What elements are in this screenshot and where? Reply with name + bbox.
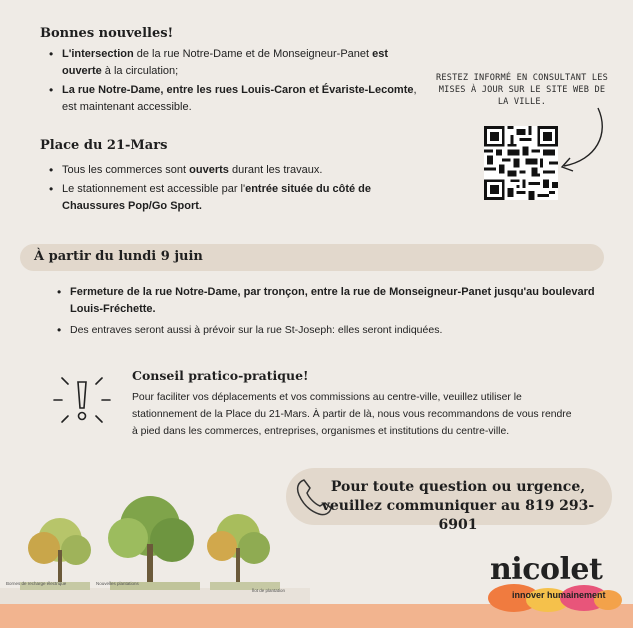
exclamation-icon — [50, 372, 114, 436]
contact-text: Pour toute question ou urgence, veuillez communiquer au 819 293-6901 — [321, 479, 595, 533]
banner-title: À partir du lundi 9 juin — [34, 249, 203, 264]
place-title: Place du 21-Mars — [40, 138, 168, 153]
good-news-list — [40, 46, 420, 116]
logo-name: nicolet — [490, 552, 603, 587]
list-item: • Fermeture de la rue Notre-Dame, par tronçon, entre la rue de Monseigneur-Panet jusqu'au boulevard Louis-Fréchette. — [48, 284, 608, 318]
list-item: • Tous les commerces sont ouverts durant les travaux. — [40, 162, 410, 179]
caption: Nouvelles plantations — [96, 581, 139, 586]
list-item: • L'intersection de la rue Notre-Dame et de Monseigneur-Panet est ouverte à la circulation; — [40, 46, 420, 80]
list-item: • Le stationnement est accessible par l'entrée située du côté de Chaussures Pop/Go Sport. — [40, 181, 410, 215]
june-list — [48, 284, 608, 339]
good-news-title: Bonnes nouvelles! — [40, 26, 174, 41]
qr-note: RESTEZ INFORMÉ EN CONSULTANT LES MISES À JOUR SUR LE SITE WEB DE LA VILLE. — [436, 73, 608, 107]
tip-body: Pour faciliter vos déplacements et vos commissions au centre-ville, veuillez utiliser le stationnement de la Place du 21-Mars. À partir de là, nous vous recommandons de vous rendre à pied dans les commerces, entreprises, organismes et institutions du centre-ville. — [132, 392, 572, 437]
caption: Îlot de plantation — [252, 588, 286, 593]
caption: Bornes de recharge électrique — [6, 581, 67, 586]
section-banner — [20, 244, 604, 271]
list-item: • Des entraves seront aussi à prévoir sur la rue St-Joseph: elles seront indiquées. — [48, 322, 608, 339]
tip-title: Conseil pratico-pratique! — [132, 368, 309, 383]
contact-box — [286, 468, 612, 533]
place-list — [40, 162, 410, 215]
logo-tagline: innover humainement — [512, 590, 606, 600]
list-item: • La rue Notre-Dame, entre les rues Louis-Caron et Évariste-Lecomte, est maintenant accessible. — [40, 82, 420, 116]
qr-code[interactable] — [484, 126, 558, 200]
